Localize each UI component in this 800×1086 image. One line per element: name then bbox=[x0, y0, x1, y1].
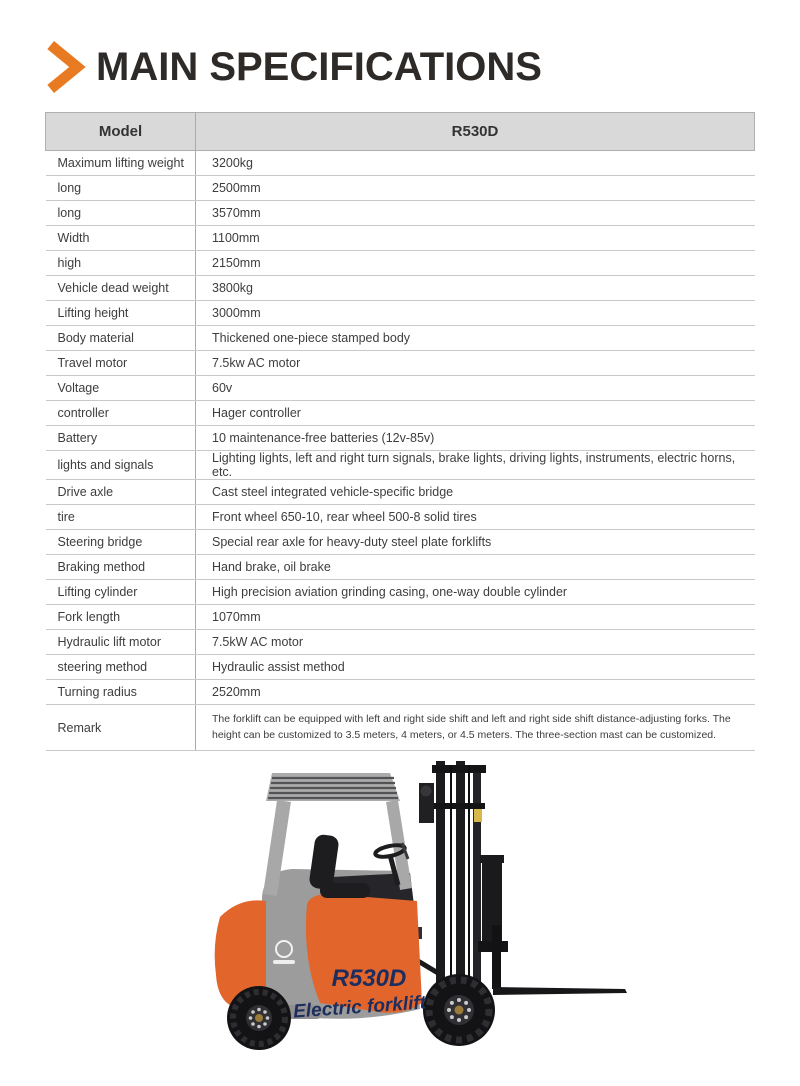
row-value: High precision aviation grinding casing, one-way double cylinder bbox=[196, 580, 755, 605]
row-label: controller bbox=[46, 401, 196, 426]
rear-wheel bbox=[227, 986, 291, 1050]
row-label: Travel motor bbox=[46, 351, 196, 376]
table-row bbox=[46, 276, 755, 301]
row-value: 60v bbox=[196, 376, 755, 401]
front-wheel bbox=[423, 974, 495, 1046]
table-row bbox=[46, 226, 755, 251]
table-row bbox=[46, 605, 755, 630]
fork-tine bbox=[493, 987, 627, 995]
row-value: 7.5kW AC motor bbox=[196, 630, 755, 655]
row-value: 2500mm bbox=[196, 176, 755, 201]
table-row bbox=[46, 401, 755, 426]
row-value: Special rear axle for heavy-duty steel plate forklifts bbox=[196, 530, 755, 555]
row-label: Remark bbox=[46, 705, 196, 751]
table-row bbox=[46, 426, 755, 451]
chevron-bracket-icon bbox=[44, 38, 86, 96]
model-header-cell: Model bbox=[46, 113, 196, 151]
forklift-model-decal: R530D bbox=[331, 965, 407, 992]
row-value: Lighting lights, left and right turn signals, brake lights, driving lights, instruments, electric horns, etc. bbox=[196, 451, 755, 480]
table-row bbox=[46, 376, 755, 401]
fork bbox=[478, 855, 627, 995]
row-value: 3800kg bbox=[196, 276, 755, 301]
row-label: Braking method bbox=[46, 555, 196, 580]
row-label: lights and signals bbox=[46, 451, 196, 480]
row-label: long bbox=[46, 176, 196, 201]
table-row bbox=[46, 680, 755, 705]
spec-table-body bbox=[46, 151, 755, 751]
model-value-cell: R530D bbox=[196, 113, 755, 151]
row-value: 3000mm bbox=[196, 301, 755, 326]
table-row bbox=[46, 505, 755, 530]
row-value: 10 maintenance-free batteries (12v-85v) bbox=[196, 426, 755, 451]
table-row bbox=[46, 630, 755, 655]
forklift-figure bbox=[212, 759, 632, 1059]
table-row bbox=[46, 326, 755, 351]
seat bbox=[308, 834, 370, 898]
row-label: Lifting cylinder bbox=[46, 580, 196, 605]
row-value: Front wheel 650-10, rear wheel 500-8 solid tires bbox=[196, 505, 755, 530]
row-label: Width bbox=[46, 226, 196, 251]
row-label: Turning radius bbox=[46, 680, 196, 705]
row-value: Cast steel integrated vehicle-specific bridge bbox=[196, 480, 755, 505]
table-row bbox=[46, 301, 755, 326]
page-title: MAIN SPECIFICATIONS bbox=[96, 44, 542, 89]
forklift-caption-decal: Electric forklift bbox=[292, 992, 427, 1023]
row-label: Body material bbox=[46, 326, 196, 351]
row-label: Maximum lifting weight bbox=[46, 151, 196, 176]
table-header-row bbox=[46, 113, 755, 151]
row-label: Battery bbox=[46, 426, 196, 451]
row-value: The forklift can be equipped with left and right side shift and left and right side shift distance-adjusting forks. The height can be customized to 3.5 meters, 4 meters, or 4.5 meters. The three-section mast can be customized. bbox=[196, 705, 755, 751]
table-row bbox=[46, 705, 755, 751]
mast bbox=[419, 761, 486, 997]
table-row bbox=[46, 176, 755, 201]
table-row bbox=[46, 555, 755, 580]
row-value: 3570mm bbox=[196, 201, 755, 226]
row-label: Lifting height bbox=[46, 301, 196, 326]
row-value: Hydraulic assist method bbox=[196, 655, 755, 680]
table-row bbox=[46, 251, 755, 276]
row-value: 2520mm bbox=[196, 680, 755, 705]
row-value: Thickened one-piece stamped body bbox=[196, 326, 755, 351]
row-label: long bbox=[46, 201, 196, 226]
row-label: Drive axle bbox=[46, 480, 196, 505]
table-row bbox=[46, 480, 755, 505]
row-label: Fork length bbox=[46, 605, 196, 630]
row-label: Voltage bbox=[46, 376, 196, 401]
row-value: 1070mm bbox=[196, 605, 755, 630]
row-value: 7.5kw AC motor bbox=[196, 351, 755, 376]
table-row bbox=[46, 201, 755, 226]
row-label: high bbox=[46, 251, 196, 276]
table-row bbox=[46, 151, 755, 176]
table-row bbox=[46, 451, 755, 480]
section-header bbox=[0, 0, 800, 96]
forklift-image bbox=[212, 759, 632, 1059]
row-label: tire bbox=[46, 505, 196, 530]
row-value: 1100mm bbox=[196, 226, 755, 251]
row-label: Steering bridge bbox=[46, 530, 196, 555]
row-value: Hand brake, oil brake bbox=[196, 555, 755, 580]
row-label: Hydraulic lift motor bbox=[46, 630, 196, 655]
table-row bbox=[46, 351, 755, 376]
row-value: 3200kg bbox=[196, 151, 755, 176]
table-row bbox=[46, 655, 755, 680]
row-label: Vehicle dead weight bbox=[46, 276, 196, 301]
warning-sticker bbox=[474, 809, 482, 822]
row-value: Hager controller bbox=[196, 401, 755, 426]
row-value: 2150mm bbox=[196, 251, 755, 276]
spec-table bbox=[45, 112, 755, 751]
table-row bbox=[46, 580, 755, 605]
table-row bbox=[46, 530, 755, 555]
row-label: steering method bbox=[46, 655, 196, 680]
